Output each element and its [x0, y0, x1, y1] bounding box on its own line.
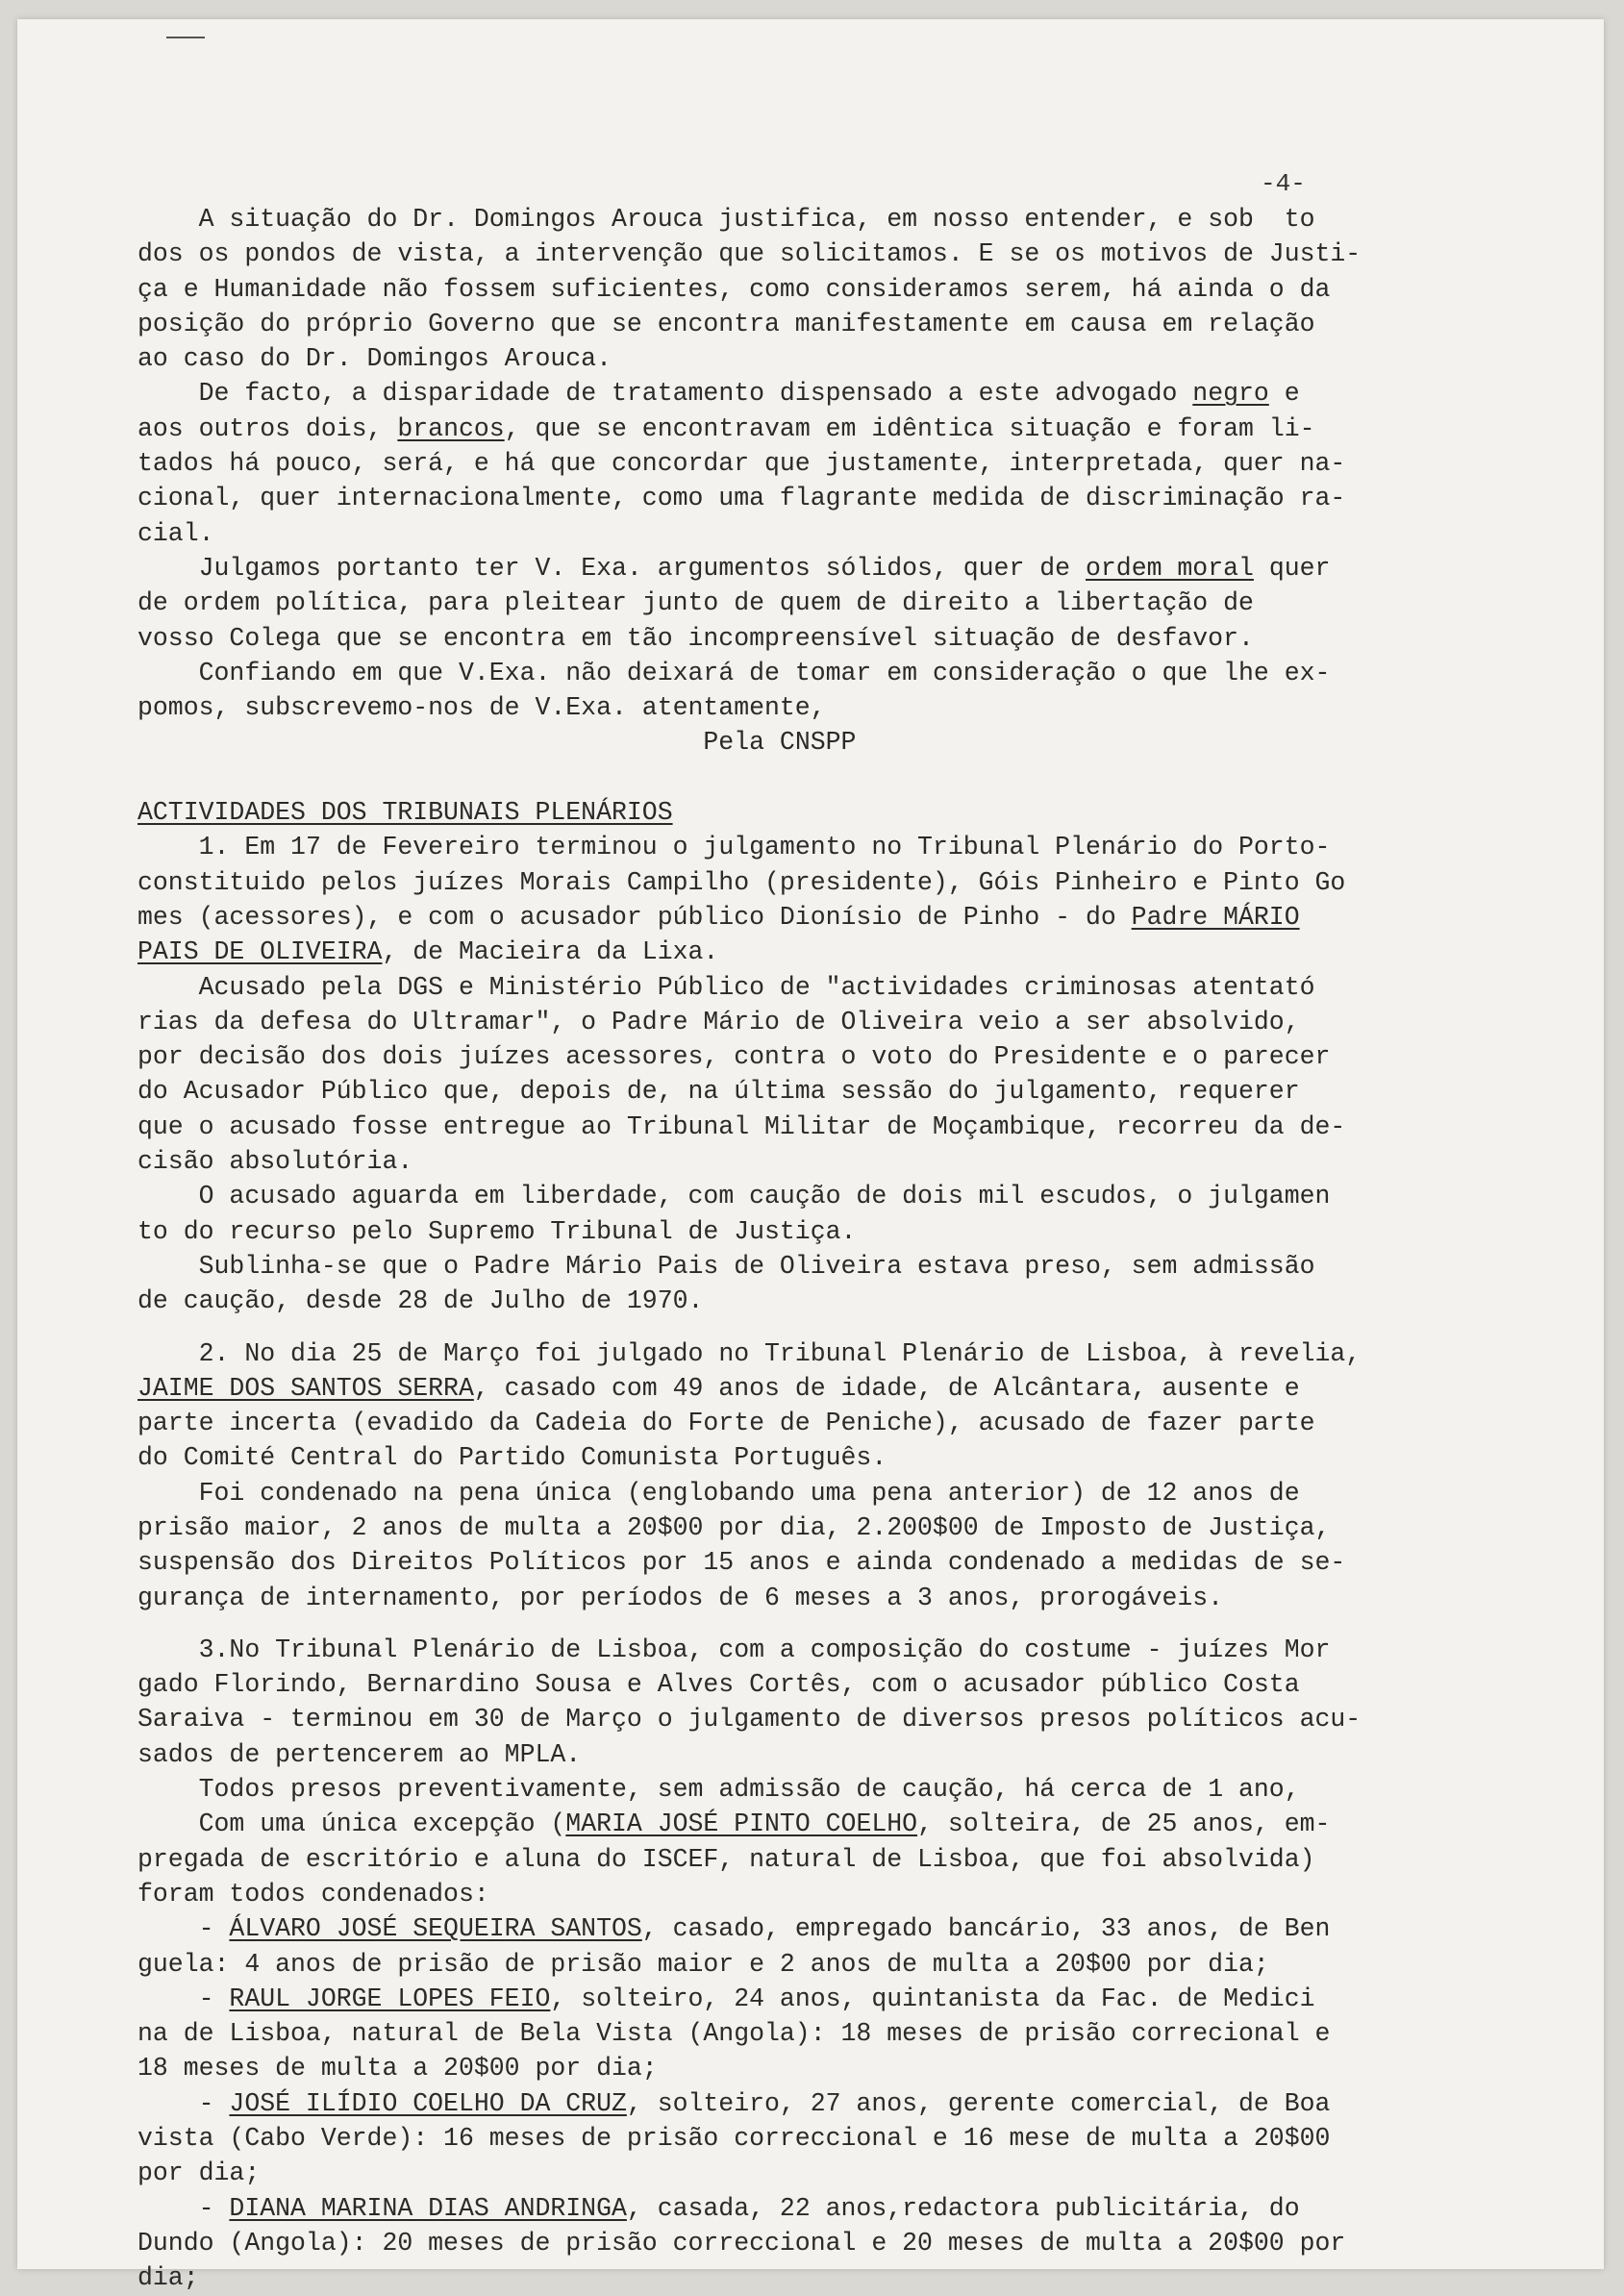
text-line: que o acusado fosse entregue ao Tribunal Militar de Moçambique, recorreu da de-	[137, 1111, 1346, 1141]
text-line: Todos presos preventivamente, sem admissão de caução, há cerca de 1 ano,	[198, 1775, 1300, 1805]
text-line: do Acusador Público que, depois de, na última sessão do julgamento, requerer	[137, 1077, 1300, 1107]
text-line: cial.	[137, 518, 214, 548]
text-line: por dia;	[137, 2159, 261, 2188]
list-item	[137, 2191, 1522, 2296]
item-2-lisbon-trial	[137, 1336, 1522, 1476]
text-line: gurança de internamento, por períodos de 6 meses a 3 anos, prorogáveis.	[137, 1583, 1224, 1612]
list-item	[137, 2086, 1522, 2191]
text-line: - RAUL JORGE LOPES FEIO, solteiro, 24 anos, quintanista da Fac. de Medici	[137, 1984, 1315, 2013]
text-line: De facto, a disparidade de tratamento dispensado a este advogado negro e	[198, 379, 1300, 409]
text-line: Acusado pela DGS e Ministério Público de "actividades criminosas atentató	[198, 972, 1315, 1002]
text-line: Sublinha-se que o Padre Mário Pais de Oliveira estava preso, sem admissão	[198, 1251, 1315, 1281]
text-line: posição do próprio Governo que se encontra manifestamente em causa em relação	[137, 309, 1315, 338]
page-number: -4-	[1261, 169, 1306, 198]
text-line: - ÁLVARO JOSÉ SEQUEIRA SANTOS, casado, empregado bancário, 33 anos, de Ben	[137, 1914, 1331, 1944]
text-line: ça e Humanidade não fossem suficientes, como consideramos serem, há ainda o da	[137, 274, 1331, 304]
item-1-accusation	[137, 970, 1522, 1180]
section-title: ACTIVIDADES DOS TRIBUNAIS PLENÁRIOS	[137, 798, 673, 828]
text-line: do Comité Central do Partido Comunista Português.	[137, 1443, 887, 1473]
text-line: vista (Cabo Verde): 16 meses de prisão correccional e 16 mese de multa a 20$00	[137, 2124, 1331, 2154]
document-page	[17, 19, 1604, 2293]
paragraph-arguments	[137, 551, 1522, 656]
text-line: pregada de escritório e aluna do ISCEF, natural de Lisboa, que foi absolvida)	[137, 1844, 1315, 1874]
text-line: foram todos condenados:	[137, 1879, 489, 1909]
text-line: Confiando em que V.Exa. não deixará de tomar em consideração o que lhe ex-	[198, 658, 1331, 687]
paragraph-disparity	[137, 376, 1522, 550]
text-line: constituido pelos juízes Morais Campilho (presidente), Góis Pinheiro e Pinto Go	[137, 867, 1346, 897]
paragraph-arouca-situation	[137, 202, 1522, 376]
text-line: dia;	[137, 2263, 199, 2293]
defendant-list	[137, 1911, 1522, 2295]
text-line: Saraiva - terminou em 30 de Março o julgamento de diversos presos políticos acu-	[137, 1705, 1362, 1734]
text-line: - DIANA MARINA DIAS ANDRINGA, casada, 22 anos,redactora publicitária, do	[137, 2193, 1300, 2223]
top-edge-mark	[166, 37, 205, 38]
text-line: dos os pondos de vista, a intervenção que solicitamos. E se os motivos de Justi-	[137, 239, 1362, 269]
text-line: guela: 4 anos de prisão de prisão maior e 2 anos de multa a 20$00 por dia;	[137, 1949, 1269, 1979]
text-line: JAIME DOS SANTOS SERRA, casado com 49 anos de idade, de Alcântara, ausente e	[137, 1373, 1300, 1403]
text-line: por decisão dos dois juízes acessores, contra o voto do Presidente e o parecer	[137, 1042, 1331, 1072]
list-item	[137, 1982, 1522, 2086]
text-line: vosso Colega que se encontra em tão incompreensível situação de desfavor.	[137, 623, 1254, 653]
text-line: Dundo (Angola): 20 meses de prisão correccional e 20 meses de multa a 20$00 por	[137, 2228, 1346, 2258]
text-line: Foi condenado na pena única (englobando uma pena anterior) de 12 anos de	[198, 1478, 1300, 1508]
text-line: PAIS DE OLIVEIRA, de Macieira da Lixa.	[137, 937, 719, 967]
text-line: 18 meses de multa a 20$00 por dia;	[137, 2054, 658, 2084]
text-line: mes (acessores), e com o acusador público Dionísio de Pinho - do Padre MÁRIO	[137, 902, 1300, 932]
text-line: cional, quer internacionalmente, como uma flagrante medida de discriminação ra-	[137, 484, 1346, 513]
item-2-sentence	[137, 1476, 1522, 1615]
item-3-detention	[137, 1772, 1522, 1911]
text-line: 2. No dia 25 de Março foi julgado no Tribunal Plenário de Lisboa, à revelia,	[198, 1338, 1362, 1368]
text-line: gado Florindo, Bernardino Sousa e Alves Cortês, com o acusador público Costa	[137, 1670, 1300, 1700]
document-body	[137, 202, 1522, 2296]
text-line: rias da defesa do Ultramar", o Padre Mário de Oliveira veio a ser absolvido,	[137, 1007, 1300, 1036]
list-item	[137, 1911, 1522, 1982]
text-line: Com uma única excepção (MARIA JOSÉ PINTO COELHO, solteira, de 25 anos, em-	[198, 1809, 1331, 1839]
text-line: parte incerta (evadido da Cadeia do Forte de Peniche), acusado de fazer parte	[137, 1409, 1315, 1438]
text-line: pomos, subscrevemo-nos de V.Exa. atentamente,	[137, 693, 826, 723]
text-line: to do recurso pelo Supremo Tribunal de Justiça.	[137, 1216, 857, 1246]
text-line: Julgamos portanto ter V. Exa. argumentos sólidos, quer de ordem moral quer	[198, 553, 1331, 583]
item-1-note	[137, 1249, 1522, 1319]
item-3-mpla-trial	[137, 1633, 1522, 1772]
text-line: prisão maior, 2 anos de multa a 20$00 por dia, 2.200$00 de Imposto de Justiça,	[137, 1512, 1331, 1542]
item-1-porto-trial	[137, 830, 1522, 969]
text-line: 3.No Tribunal Plenário de Lisboa, com a composição do costume - juízes Mor	[198, 1635, 1331, 1664]
paragraph-closing	[137, 656, 1522, 726]
text-line: na de Lisboa, natural de Bela Vista (Angola): 18 meses de prisão correcional e	[137, 2019, 1331, 2049]
text-line: cisão absolutória.	[137, 1147, 413, 1177]
text-line: tados há pouco, será, e há que concordar que justamente, interpretada, quer na-	[137, 449, 1346, 479]
item-1-bail	[137, 1179, 1522, 1249]
text-line: aos outros dois, brancos, que se encontravam em idêntica situação e foram li-	[137, 413, 1315, 443]
text-line: A situação do Dr. Domingos Arouca justifica, em nosso entender, e sob to	[198, 205, 1315, 234]
text-line: ao caso do Dr. Domingos Arouca.	[137, 344, 612, 374]
text-line: de caução, desde 28 de Julho de 1970.	[137, 1286, 704, 1316]
text-line: 1. Em 17 de Fevereiro terminou o julgamento no Tribunal Plenário do Porto-	[198, 833, 1331, 862]
text-line: de ordem política, para pleitear junto de quem de direito a libertação de	[137, 588, 1254, 618]
text-line: O acusado aguarda em liberdade, com caução de dois mil escudos, o julgamen	[198, 1182, 1331, 1211]
text-line: sados de pertencerem ao MPLA.	[137, 1739, 582, 1769]
signature: Pela CNSPP	[703, 728, 857, 758]
text-line: suspensão dos Direitos Políticos por 15 anos e ainda condenado a medidas de se-	[137, 1548, 1346, 1578]
text-line: - JOSÉ ILÍDIO COELHO DA CRUZ, solteiro, 27 anos, gerente comercial, de Boa	[137, 2088, 1331, 2118]
